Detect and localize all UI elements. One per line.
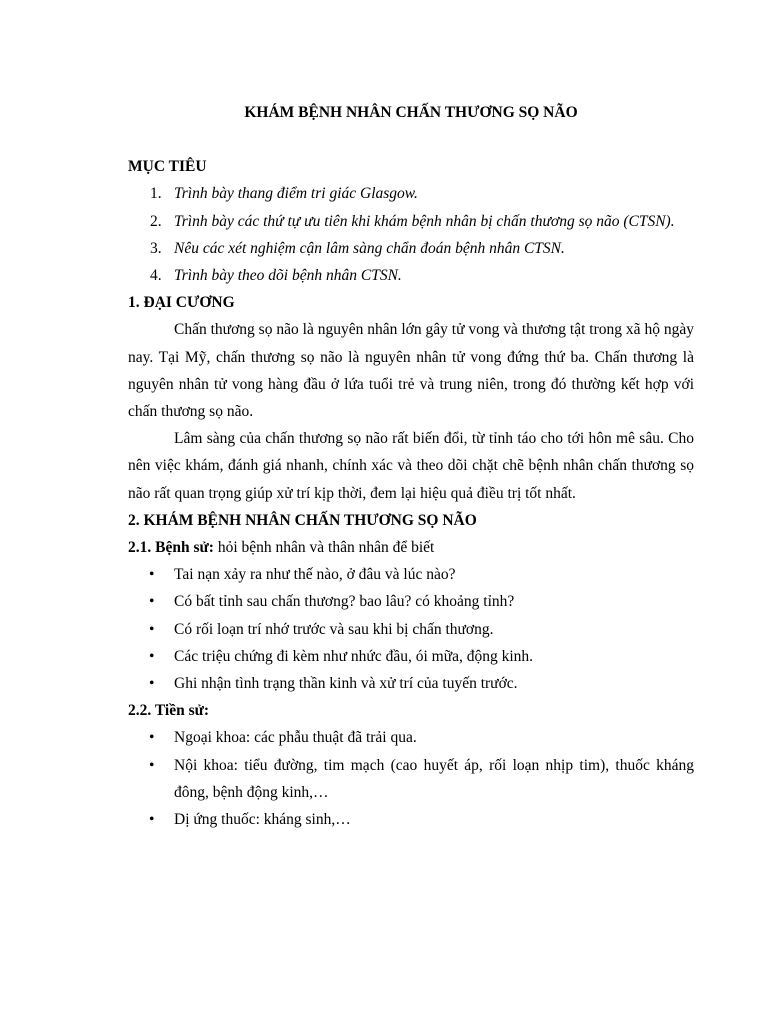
objective-number: 4. (150, 267, 162, 285)
subsection-past-history-label: 2.2. Tiền sử: (128, 702, 210, 720)
history-item-text: Tai nạn xảy ra như thế nào, ở đâu và lúc nào? (174, 566, 456, 584)
objective-number: 3. (150, 239, 162, 257)
objective-text: Trình bày các thứ tự ưu tiên khi khám bệnh nhân bị chấn thương sọ não (CTSN). (174, 212, 675, 230)
past-history-item (128, 724, 694, 751)
section2-heading: 2. KHÁM BỆNH NHÂN CHẤN THƯƠNG SỌ NÃO (128, 511, 477, 529)
history-item-text: Có bất tỉnh sau chấn thương? bao lâu? có khoảng tỉnh? (174, 593, 515, 611)
past-history-item-text: Ngoại khoa: các phẫu thuật đã trải qua. (174, 729, 417, 747)
subsection-past-history (128, 697, 694, 724)
past-history-item-text: Dị ứng thuốc: kháng sinh,… (174, 811, 351, 829)
document-title: KHÁM BỆNH NHÂN CHẤN THƯƠNG SỌ NÃO (244, 104, 578, 121)
history-item (128, 643, 694, 670)
history-item-text: Các triệu chứng đi kèm như nhức đầu, ói mữa, động kinh. (174, 647, 534, 665)
history-list (128, 561, 694, 697)
bullet-icon: • (149, 593, 155, 611)
title-spacer (128, 126, 694, 153)
bullet-icon: • (149, 729, 155, 747)
objective-text: Trình bày thang điểm tri giác Glasgow. (174, 185, 418, 203)
history-item (128, 670, 694, 697)
section1-paragraph: Lâm sàng của chấn thương sọ não rất biến đổi, từ tỉnh táo cho tới hôn mê sâu. Cho nên việc khám, đánh giá nhanh, chính xác và theo dõi chặt chẽ bệnh nhân chấn thương sọ não rất quan trọng giúp xử trí kịp thời, đem lại hiệu quả điều trị tốt nhất. (128, 430, 694, 502)
history-item-text: Ghi nhận tình trạng thần kinh và xử trí của tuyến trước. (174, 675, 518, 693)
history-item (128, 561, 694, 588)
objective-text: Nêu các xét nghiệm cận lâm sàng chẩn đoán bệnh nhân CTSN. (174, 239, 565, 257)
bullet-icon: • (149, 811, 155, 829)
past-history-item-text: Nội khoa: tiểu đường, tim mạch (cao huyết áp, rối loạn nhịp tim), thuốc kháng đông, bệnh động kinh,… (174, 756, 694, 801)
objective-item (128, 180, 694, 207)
bullet-icon: • (149, 566, 155, 584)
bullet-icon: • (149, 620, 155, 638)
document-body (128, 99, 694, 833)
history-item (128, 588, 694, 615)
section1-heading: 1. ĐẠI CƯƠNG (128, 294, 235, 312)
objectives-list (128, 180, 694, 289)
objective-item (128, 235, 694, 262)
objectives-heading: MỤC TIÊU (128, 158, 207, 176)
history-item-text: Có rối loạn trí nhớ trước và sau khi bị chấn thương. (174, 620, 494, 638)
bullet-icon: • (149, 675, 155, 693)
past-history-item (128, 752, 694, 806)
subsection-history-text: hỏi bệnh nhân và thân nhân để biết (213, 539, 435, 557)
objective-item (128, 262, 694, 289)
section1-paragraph: Chấn thương sọ não là nguyên nhân lớn gây tử vong và thương tật trong xã hộ ngày nay. Tại Mỹ, chấn thương sọ não là nguyên nhân tử vong đứng thứ ba. Chấn thương là nguyên nhân tử vong hàng đầu ở lứa tuổi trẻ và trung niên, trong đó thường kết hợp với chấn thương sọ não. (128, 321, 694, 421)
objective-number: 2. (150, 212, 162, 230)
past-history-item (128, 806, 694, 833)
objective-number: 1. (150, 185, 162, 203)
objective-item (128, 208, 694, 235)
subsection-history (128, 534, 694, 561)
subsection-history-label: 2.1. Bệnh sử: (128, 539, 214, 557)
bullet-icon: • (149, 756, 155, 774)
past-history-list (128, 724, 694, 833)
objective-text: Trình bày theo dõi bệnh nhân CTSN. (174, 267, 402, 285)
history-item (128, 616, 694, 643)
bullet-icon: • (149, 647, 155, 665)
